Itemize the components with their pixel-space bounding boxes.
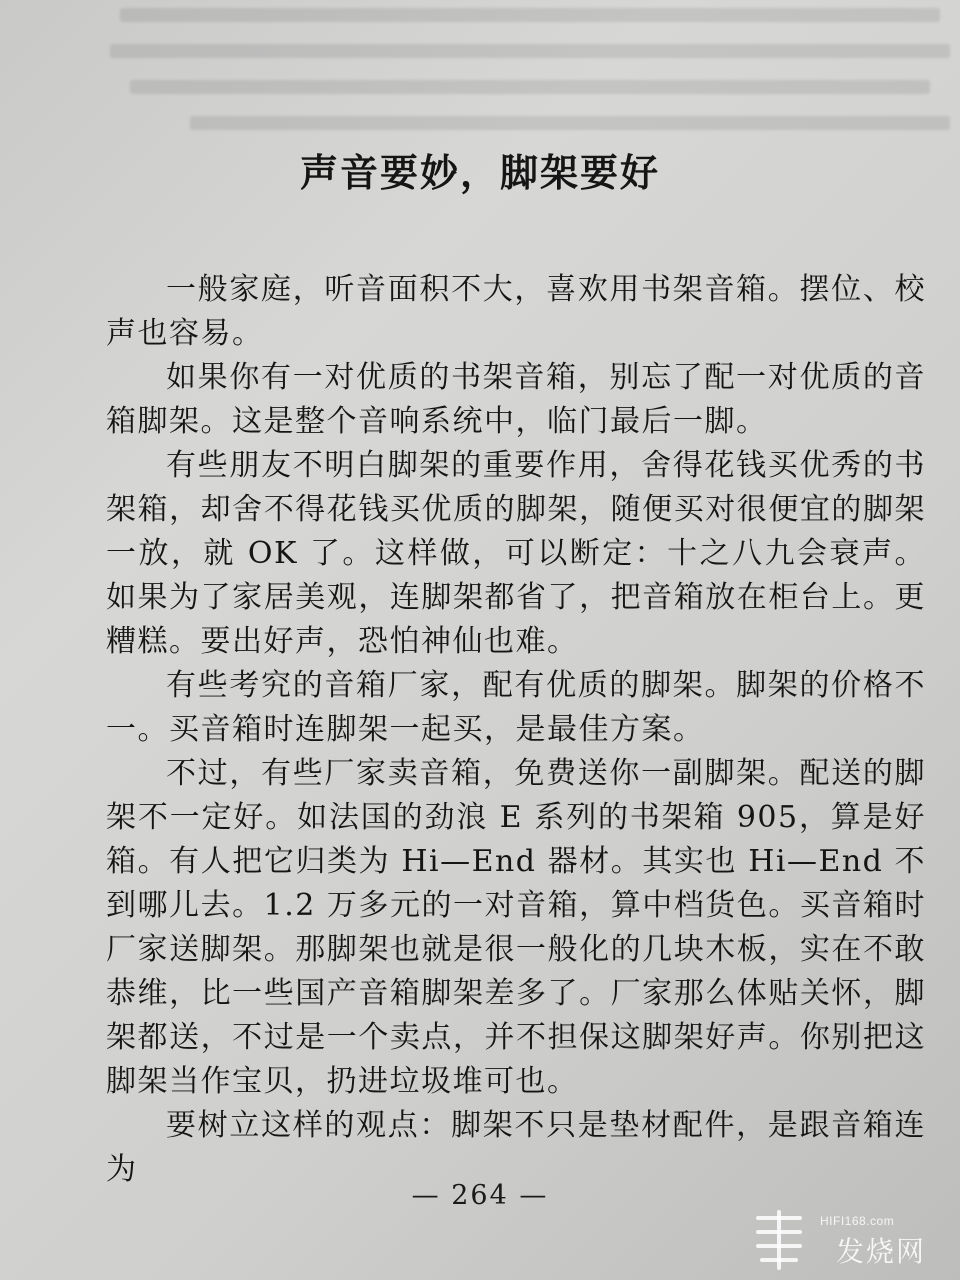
paragraph: 如果你有一对优质的书架音箱，别忘了配一对优质的音箱脚架。这是整个音响系统中，临门最后一脚。 [106, 360, 926, 439]
watermark-name: 发烧网 [836, 1235, 927, 1268]
watermark-site: HIFI168.com [820, 1214, 895, 1228]
paragraph: 一般家庭，听音面积不大，喜欢用书架音箱。摆位、校声也容易。 [106, 272, 926, 351]
paragraph: 不过，有些厂家卖音箱，免费送你一副脚架。配送的脚架不一定好。如法国的劲浪 E 系列的书架箱 905，算是好箱。有人把它归类为 Hi—End 器材。其实也 Hi—End 不到哪儿去。1.2 万多元的一对音箱，算中档货色。买音箱时厂家送脚架。那脚架也就是很一般化的几块木板，实在不敢恭维，比一些国产音箱脚架差多了。厂家那么体贴关怀，脚架都送，不过是一个卖点，并不担保这脚架好声。你别把这脚架当作宝贝，扔进垃圾堆可也。 [106, 756, 926, 1099]
show-through-text [90, 0, 950, 150]
chapter-title: 声音要妙，脚架要好 [299, 151, 660, 195]
show-through-texture [90, 0, 950, 150]
site-watermark [750, 1208, 950, 1272]
body-text [106, 268, 926, 1192]
paragraph: 有些朋友不明白脚架的重要作用，舍得花钱买优秀的书架箱，却舍不得花钱买优质的脚架，随便买对很便宜的脚架一放，就 OK 了。这样做，可以断定：十之八九会衰声。如果为了家居美观，连脚架都省了，把音箱放在柜台上。更糟糕。要出好声，恐怕神仙也难。 [106, 448, 926, 659]
page-number: — 264 — [411, 1180, 549, 1211]
watermark-logo-icon [750, 1208, 808, 1272]
paragraph: 有些考究的音箱厂家，配有优质的脚架。脚架的价格不一。买音箱时连脚架一起买，是最佳方案。 [106, 668, 926, 747]
paragraph: 要树立这样的观点：脚架不只是垫材配件，是跟音箱连为 [106, 1108, 926, 1187]
